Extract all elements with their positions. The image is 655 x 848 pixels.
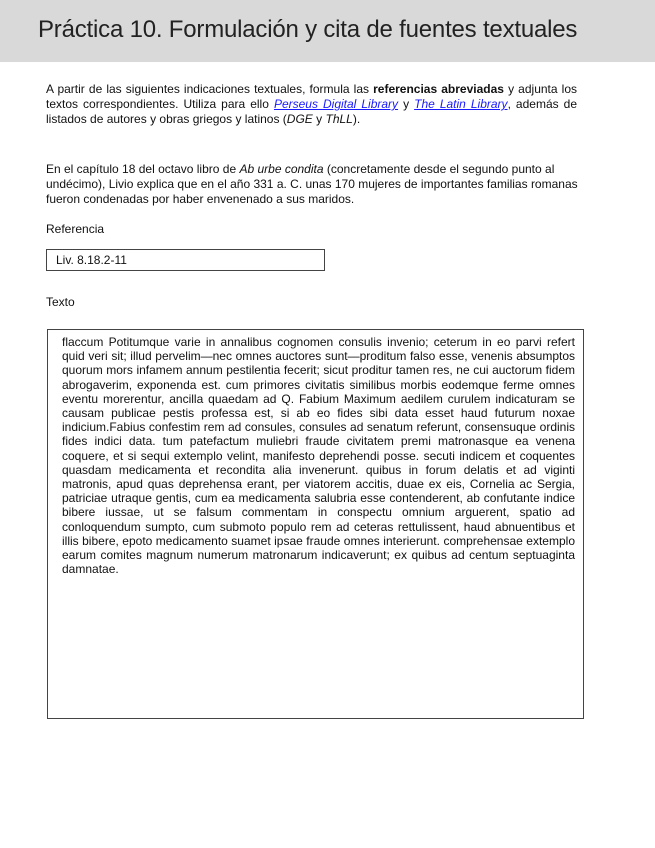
intro-text-5: y (312, 112, 326, 126)
instructions-paragraph (46, 82, 577, 127)
desc-text-1: En el capítulo 18 del octavo libro de (46, 162, 240, 176)
intro-text-6: ). (352, 112, 361, 126)
intro-text-1: A partir de las siguientes indicaciones textuales, formula las (46, 82, 374, 96)
the-latin-library-link[interactable]: The Latin Library (414, 97, 508, 111)
intro-bold-text: referencias abreviadas (373, 82, 504, 96)
text-field[interactable] (47, 329, 584, 719)
exercise-description (46, 162, 581, 207)
latin-text-content: flaccum Potitumque varie in annalibus cognomen consulis invenio; ceterum in eo parvi refert quid veri sit; illud pervelim—nec omnes auctores sunt—proditum falso esse, venenis absumptos quorum mors infamem annum pestilentia fecerit; sicut proditur tamen res, ne cui auctorum fidem abrogaverim, exponenda est. cum primores civitatis similibus morbis eodemque ferme omnes eventu morerentur, ancilla quaedam ad Q. Fabium Maximum aedilem curulem indicaturam se causam publicae pestis professa est, si ab eo fides sibi data esset haud futurum noxae indicium.Fabius confestim rem ad consules, consules ad senatum referunt, consensuque ordinis fides indici data. tum patefactum muliebri fraude civitatem premi matronasque ea venena coquere, et si sequi extemplo velint, manifesto deprehendi posse. secuti indicem et coquentes quasdam medicamenta et recondita alia invenerunt. quibus in forum delatis et ad viginti matronis, apud quas deprehensa erant, per viatorem accitis, duae ex eis, Cornelia ac Sergia, patriciae utraque gentis, cum ea medicamenta salubria esse contenderent, ab confutante indice bibere iussae, ut se falsum commentam in conspectu omnium arguerent, spatio ad conloquendum sumpto, cum submoto populo rem ad ceteras rettulissent, haud abnuentibus et illis bibere, epoto medicamento suamet ipsae fraude omnes interierunt. comprehensae extemplo earum comites magnum numerum matronarum indicaverunt; ex quibus ad centum septuaginta damnatae. (62, 335, 575, 577)
reference-label: Referencia (46, 222, 105, 236)
desc-text-2: (concretamente desde el segundo punto al undécimo), Livio explica que en el año 331 a. C. unas 170 mujeres de importantes familias romanas fueron condenadas por haber envenenado a sus maridos. (46, 162, 578, 206)
desc-italic-title: Ab urbe condita (239, 162, 324, 176)
intro-italic-dge: DGE (286, 112, 313, 126)
page-header (0, 0, 655, 62)
intro-italic-thll: ThLL (325, 112, 353, 126)
perseus-digital-library-link[interactable]: Perseus Digital Library (273, 97, 399, 111)
reference-field[interactable]: Liv. 8.18.2-11 (46, 249, 325, 271)
intro-text-3: y (398, 97, 415, 111)
intro-text-4: , además de listados de autores y obras griegos y latinos ( (46, 97, 577, 126)
intro-text-2: y adjunta los textos correspondientes. Utiliza para ello (46, 82, 577, 111)
page-title: Práctica 10. Formulación y cita de fuentes textuales (38, 16, 578, 43)
text-label: Texto (46, 295, 75, 309)
